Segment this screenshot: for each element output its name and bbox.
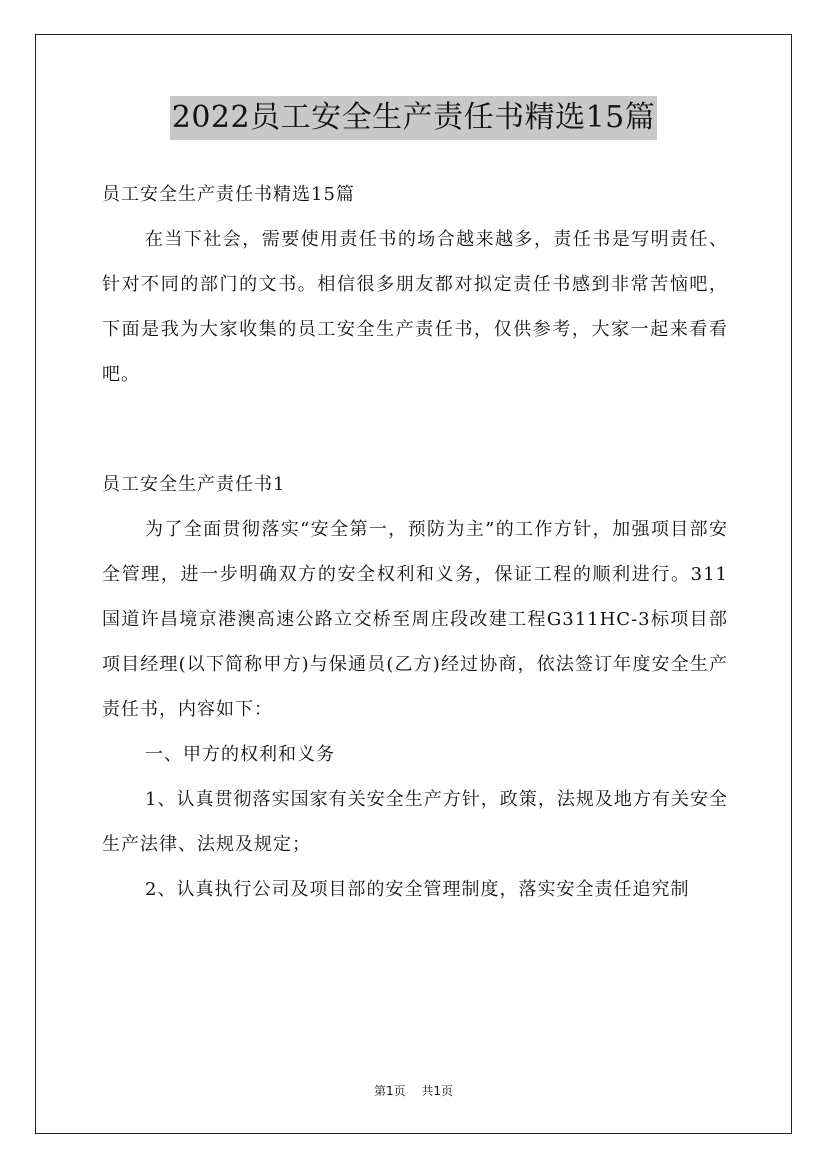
item-1-paragraph: 1、认真贯彻落实国家有关安全生产方针，政策，法规及地方有关安全生产法律、法规及规定； xyxy=(102,789,728,855)
title-container xyxy=(0,96,827,140)
item-heading: 一、甲方的权利和义务 xyxy=(145,744,335,765)
page-number-current: 第1页 xyxy=(373,1084,406,1098)
item-2-paragraph: 2、认真执行公司及项目部的安全管理制度，落实安全责任追究制 xyxy=(145,879,690,900)
page-number-total: 共1页 xyxy=(421,1084,454,1098)
intro-paragraph: 在当下社会，需要使用责任书的场合越来越多，责任书是写明责任、针对不同的部门的文书。相信很多朋友都对拟定责任书感到非常苦恼吧，下面是我为大家收集的员工安全生产责任书，仅供参考，大家一起来看看吧。 xyxy=(102,229,728,385)
paragraph-spacer xyxy=(102,397,728,462)
page-footer xyxy=(0,1082,827,1099)
section-heading: 员工安全生产责任书1 xyxy=(102,474,286,495)
section-body-paragraph: 为了全面贯彻落实“安全第一，预防为主”的工作方针，加强项目部安全管理，进一步明确双方的安全权利和义务，保证工程的顺利进行。311国道许昌境京港澳高速公路立交桥至周庄段改建工程G311HC-3标项目部项目经理(以下简称甲方)与保通员(乙方)经过协商，依法签订年度安全生产责任书，内容如下： xyxy=(102,519,728,720)
document-subtitle: 员工安全生产责任书精选15篇 xyxy=(102,184,355,205)
document-body xyxy=(102,172,728,912)
document-title: 2022员工安全生产责任书精选15篇 xyxy=(170,96,658,140)
